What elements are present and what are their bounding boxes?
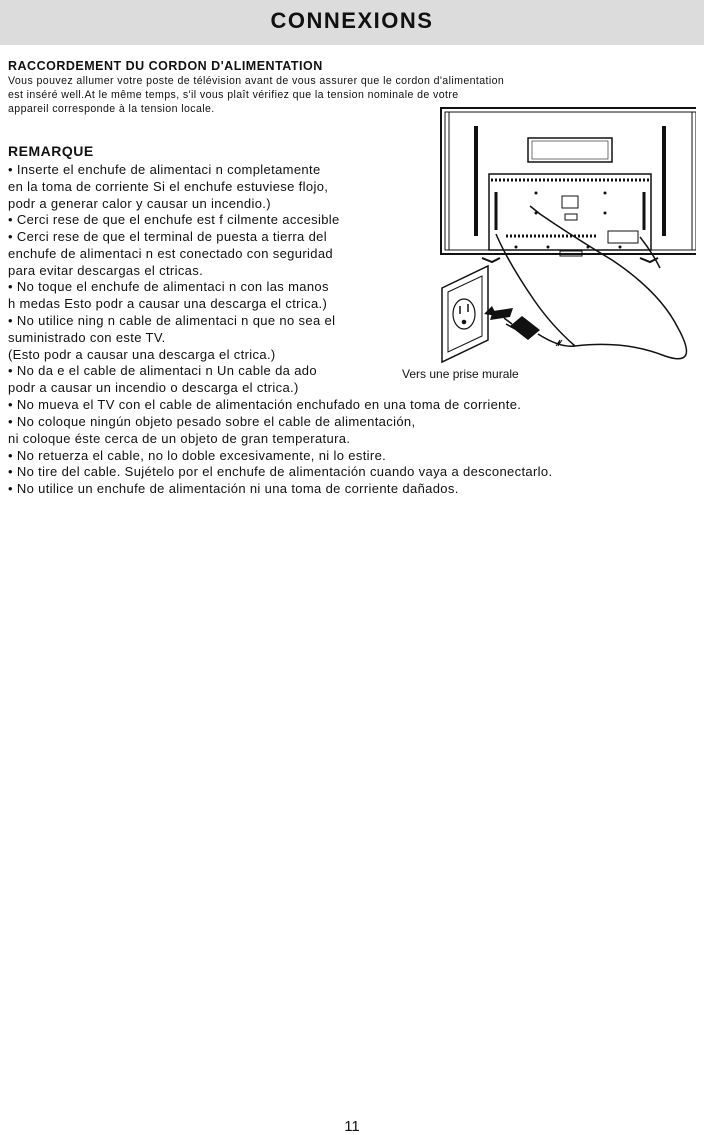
note-line: • No toque el enchufe de alimentaci n con las manos [8, 279, 329, 294]
section-title-power-cord: RACCORDEMENT DU CORDON D'ALIMENTATION [8, 59, 323, 73]
note-line: ni coloque éste cerca de un objeto de gran temperatura. [8, 431, 351, 446]
note-line: • No utilice ning n cable de alimentaci n que no sea el [8, 313, 336, 328]
note-line: h medas Esto podr a causar una descarga el ctrica.) [8, 296, 328, 311]
note-line: podr a causar un incendio o descarga el ctrica.) [8, 380, 299, 395]
note-line: (Esto podr a causar una descarga el ctrica.) [8, 347, 276, 362]
note-line: • No utilice un enchufe de alimentación ni una toma de corriente dañados. [8, 481, 459, 496]
note-line: podr a generar calor y causar un incendio.) [8, 196, 271, 211]
note-line: • Cerci rese de que el terminal de puesta a tierra del [8, 229, 327, 244]
tv-rear-panel [441, 108, 696, 262]
power-plug-icon [504, 316, 540, 340]
note-line: • No da e el cable de alimentaci n Un cable da ado [8, 363, 317, 378]
diagram-caption: Vers une prise murale [402, 367, 519, 381]
note-line: para evitar descargas el ctricas. [8, 263, 204, 278]
page-title: CONNEXIONS [270, 8, 434, 33]
header-bar [0, 0, 704, 45]
page-number: 11 [344, 1118, 360, 1135]
intro-line: est inséré well.At le même temps, s'il vous plaît vérifiez que la tension nominale de votre [8, 89, 459, 101]
wall-outlet-icon [442, 266, 488, 362]
note-line: suministrado con este TV. [8, 330, 166, 345]
note-line: • No tire del cable. Sujételo por el enchufe de alimentación cuando vaya a desconectarlo. [8, 464, 553, 479]
intro-line: Vous pouvez allumer votre poste de télévision avant de vous assurer que le cordon d'alimentation [8, 75, 505, 87]
note-line: • Cerci rese de que el enchufe est f cilmente accesible [8, 212, 340, 227]
note-line: enchufe de alimentaci n est conectado con seguridad [8, 246, 333, 261]
note-line: • No coloque ningún objeto pesado sobre el cable de alimentación, [8, 414, 416, 429]
power-connection-diagram [396, 104, 696, 374]
note-line: • No retuerza el cable, no lo doble excesivamente, ni lo estire. [8, 448, 387, 463]
note-line: en la toma de corriente Si el enchufe estuviese flojo, [8, 179, 329, 194]
intro-line: appareil corresponde à la tension locale. [8, 103, 215, 115]
note-line: • No mueva el TV con el cable de alimentación enchufado en una toma de corriente. [8, 397, 522, 412]
note-line: • Inserte el enchufe de alimentaci n completamente [8, 162, 321, 177]
section-title-remarque: REMARQUE [8, 143, 94, 159]
